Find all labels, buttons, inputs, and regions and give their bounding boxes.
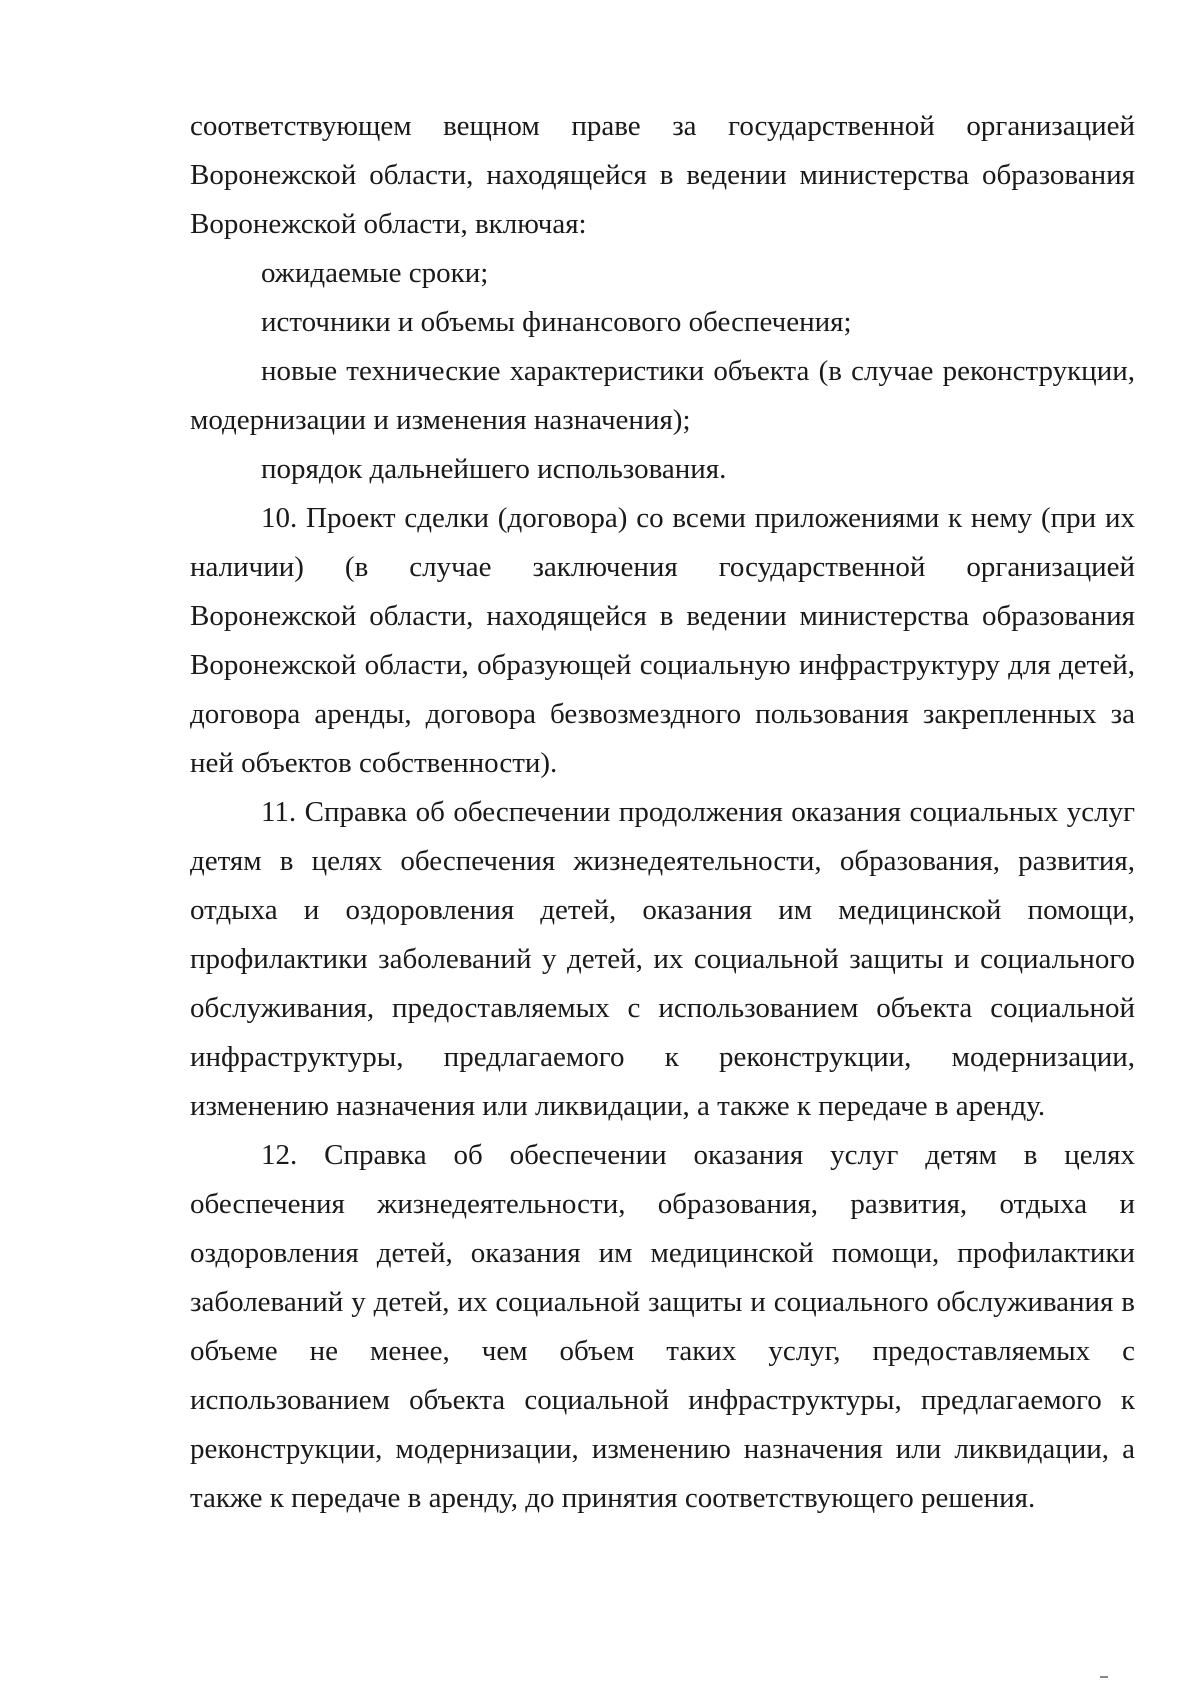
paragraph-item-12: 12. Справка об обеспечении оказания услуг детям в целях обеспечения жизнедеятельности, образования, развития, отдыха и оздоровления детей, оказания им медицинской помощи, профилактики заболеваний у детей, их социальной защиты и социального обслуживания в объеме не менее, чем объем таких услуг, предоставляемых с использованием объекта социальной инфраструктуры, предлагаемого к реконструкции, модернизации, изменению назначения или ликвидации, а также к передаче в аренду, до принятия соответствующего решения.	[190, 1139, 1135, 1514]
list-item-technical-characteristics: новые технические характеристики объекта (в случае реконструкции, модернизации и изменения назначения);	[190, 355, 1135, 436]
scan-artifact-mark	[1100, 1676, 1108, 1678]
list-item-funding-sources: источники и объемы финансового обеспечения;	[261, 306, 852, 338]
list-item-further-use: порядок дальнейшего использования.	[261, 453, 727, 485]
paragraph-item-10: 10. Проект сделки (договора) со всеми приложениями к нему (при их наличии) (в случае заключения государственной организацией Воронежской области, находящейся в ведении министерства образования Воронежской области, образующей социальную инфраструктуру для детей, договора аренды, договора безвозмездного пользования закрепленных за ней объектов собственности).	[190, 502, 1135, 779]
paragraph-continuation: соответствующем вещном праве за государственной организацией Воронежской области, находящейся в ведении министерства образования Воронежской области, включая:	[190, 110, 1135, 240]
document-body	[190, 102, 1135, 1523]
list-item-expected-terms: ожидаемые сроки;	[261, 257, 489, 289]
paragraph-item-11: 11. Справка об обеспечении продолжения оказания социальных услуг детям в целях обеспечения жизнедеятельности, образования, развития, отдыха и оздоровления детей, оказания им медицинской помощи, профилактики заболеваний у детей, их социальной защиты и социального обслуживания, предоставляемых с использованием объекта социальной инфраструктуры, предлагаемого к реконструкции, модернизации, изменению назначения или ликвидации, а также к передаче в аренду.	[190, 796, 1135, 1122]
